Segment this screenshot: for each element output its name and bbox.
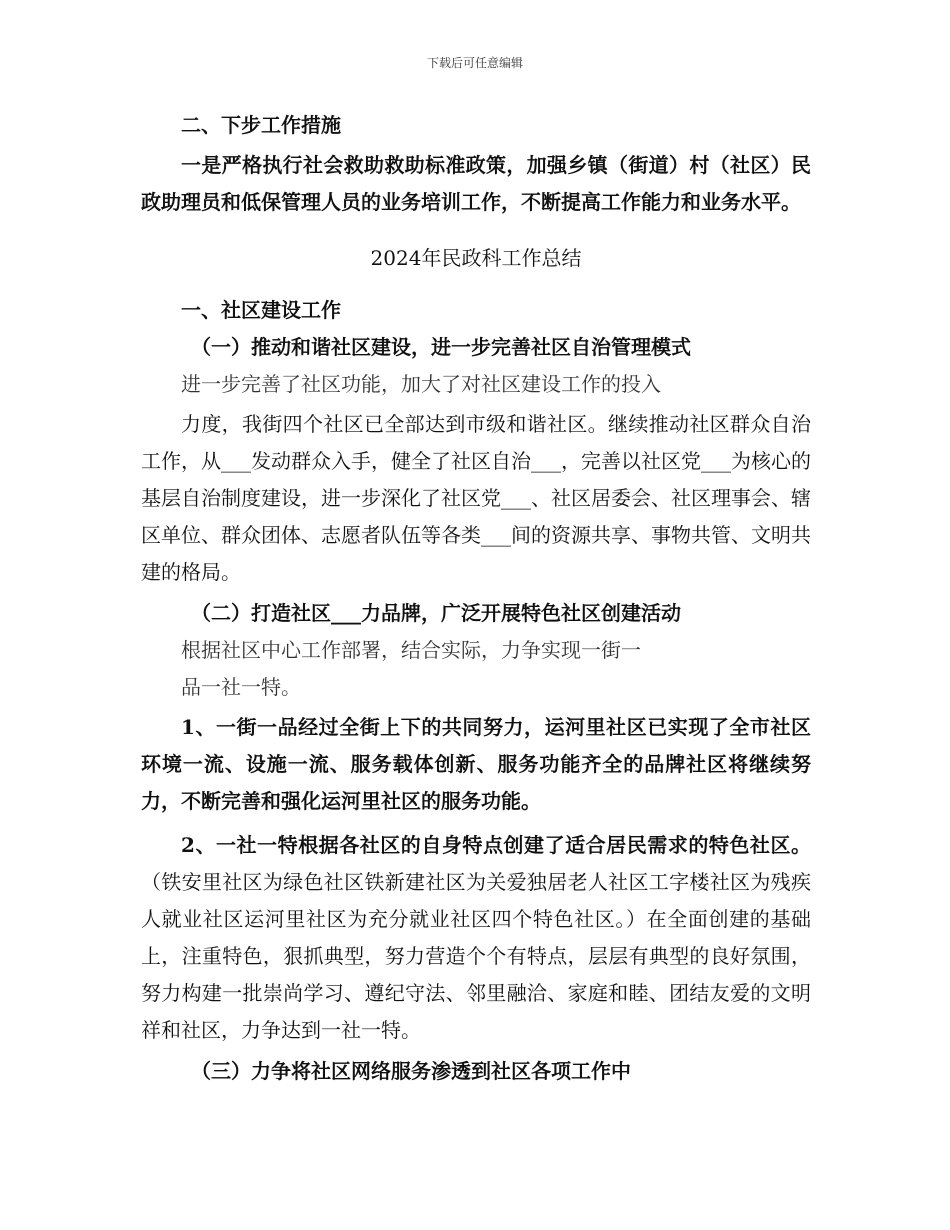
sub1-first-line: 进一步完善了社区功能，加大了对社区建设工作的投入 [181, 372, 661, 396]
item2-paragraph [141, 827, 811, 1049]
sub2-second-line: 品一社一特。 [181, 675, 301, 699]
page-header-note: 下载后可任意编辑 [426, 56, 523, 70]
sub1-heading: （一）推动和谐社区建设，进一步完善社区自治管理模式 [191, 335, 691, 359]
document-title: 2024年民政科工作总结 [370, 246, 582, 270]
section2-heading: 二、下步工作措施 [181, 113, 341, 137]
item1-paragraph: 1、一街一品经过全街上下的共同努力，运河里社区已实现了全市社区环境一流、设施一流、服务载体创新、服务功能齐全的品牌社区将继续努力，不断完善和强化运河里社区的服务功能。 [141, 715, 811, 813]
item2-bold-lead: 2、一社一特根据各社区的自身特点创建了适合居民需求的特色社区。 [181, 833, 811, 857]
sub1-paragraph: 力度，我街四个社区已全部达到市级和谐社区。继续推动社区群众自治工作，从___发动群众入手，健全了社区自治___，完善以社区党___为核心的基层自治制度建设，进一步深化了社区党___、社区居委会、社区理事会、辖区单位、群众团体、志愿者队伍等各类___间的资源共享、事物共管、文明共建的格局。 [141, 412, 811, 584]
sub3-heading: （三）力争将社区网络服务渗透到社区各项工作中 [191, 1059, 631, 1083]
section2-paragraph: 一是严格执行社会救助救助标准政策，加强乡镇（街道）村（社区）民政助理员和低保管理人员的业务培训工作，不断提高工作能力和业务水平。 [141, 153, 811, 214]
sub2-first-line: 根据社区中心工作部署，结合实际，力争实现一街一 [181, 638, 641, 662]
document-body [141, 110, 811, 1086]
item2-rest: （铁安里社区为绿色社区铁新建社区为关爱独居老人社区工字楼社区为残疾人就业社区运河里社区为充分就业社区四个特色社区。）在全面创建的基础上，注重特色，狠抓典型，努力营造个个有特点，层层有典型的良好氛围，努力构建一批崇尚学习、遵纪守法、邻里融洽、家庭和睦、团结友爱的文明祥和社区，力争达到一社一特。 [141, 870, 811, 1042]
section1-heading: 一、社区建设工作 [181, 298, 341, 322]
sub2-heading: （二）打造社区___力品牌，广泛开展特色社区创建活动 [191, 601, 681, 625]
